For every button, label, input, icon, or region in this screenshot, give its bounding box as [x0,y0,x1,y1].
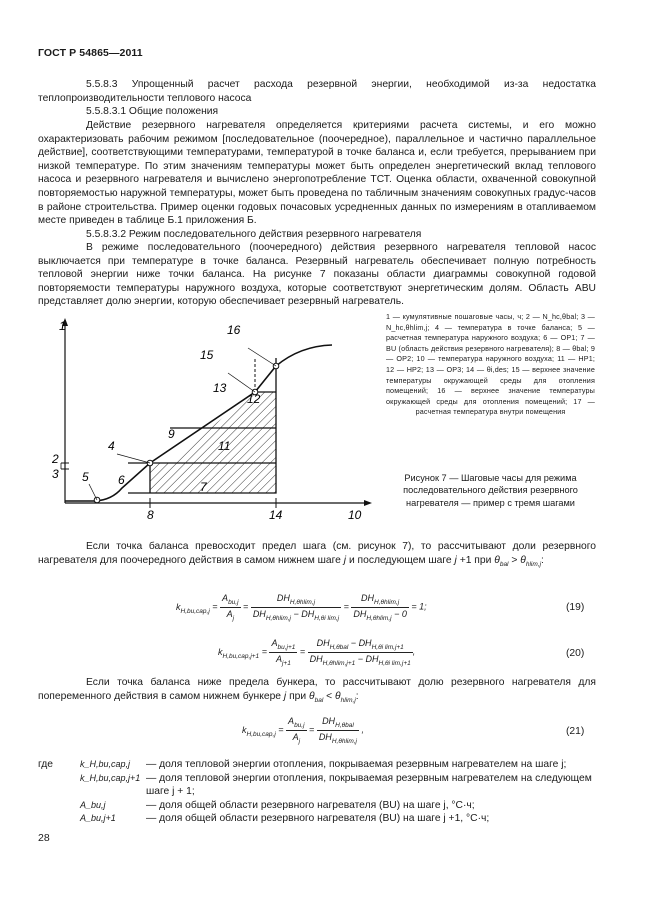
section-5-5-8-3-2: 5.5.8.3.2 Режим последовательного действия резервного нагревателя [86,229,422,240]
label-5: 5 [82,470,89,484]
figure-legend: 1 — кумулятивные пошаговые часы, ч; 2 — N_hc,θbal; 3 — N_hc,θhlim,j; 4 — температура в точке баланса; 5 — расчетная температура наружного воздуха; 6 — OP1; 7 — BU (область действия резервного нагревателя); 8 — θbal; 9 — OP2; 10 — температура наружного воздуха; 11 — HP1; 12 — HP2; 13 — OP3; 14 — θi,des; 15 — верхнее значение температуры окружающей среды для отопления помещений; 16 — верхнее значение температуры окружающей среды для отопления помещений; 17 — расчетная температура внутри помещения [386,312,595,417]
figure-7-diagram [50,318,380,523]
def-dash: — [146,799,157,811]
def-dash: — [146,813,157,825]
section-5-5-8-3: 5.5.8.3 Упрощенный расчет расхода резервной энергии, необходимой из-за недостатка теплопроизводительности теплового насоса [38,79,596,104]
def-text: доля общей области резервного нагревателя (BU) на шаге j, °C·ч; [159,799,475,811]
def-symbol: k_H,bu,cap,j [80,759,131,769]
def-symbol: k_H,bu,cap,j+1 [80,772,141,783]
eq20-number: (20) [566,648,585,659]
def-dash: — [146,759,157,770]
label-2: 2 [52,452,59,466]
equation-20: $k_{H,bu,cap,j+1}$ = $\frac{A_{bu,j+1}}{A_{j+1}}$ = $\frac{DH_{H,\theta bal} - DH_{H,\theta i lim,j+1}}{DH_{H,\theta hlim,j+1} - DH_{H,\theta i lim,j+1}}$ , [218,638,416,667]
text-part-d: Если точка баланса ниже предела бункера, то рассчитывают долю резервного нагревателя для попеременного действия в самом нижнем бункере [38,677,596,702]
definition-row [38,812,608,826]
def-dash: — [146,772,157,784]
text-part-a: Если точка баланса превосходит предел шага (см. рисунок 7), то рассчитывают доли резервного нагревателя для поочередного действия в самом нижнем шаге [38,541,596,566]
label-13: 13 [213,381,227,395]
def-text: доля тепловой энергии отопления, покрываемая резервным нагревателем на шаге j; [159,759,567,770]
def-symbol: A_bu,j [80,799,106,810]
def-symbol: A_bu,j+1 [80,813,116,824]
eq20-tail: , [412,646,416,657]
label-1: 1 [59,319,66,333]
label-7: 7 [200,480,207,494]
page-number: 28 [38,832,50,844]
eq19-number: (19) [566,602,585,613]
leader-15 [228,373,255,392]
def-text: доля общей области резервного нагревателя (BU) на шаге j +1, °C·ч; [159,813,490,825]
definition-row [38,758,608,772]
paragraph-general: Действие резервного нагревателя определяется критериями расчета системы, и его можно охарактеризовать рабочим режимом [последовательное (поочередное), параллельное и частично параллельное действие], соответствующими температурами, температурой в точке баланса и, если требуется, прерыванием при низкой температуре. По этим значениям температуры может быть определен энергетический вклад теплового насоса и резервного нагревателя и вычислено энергопотребление ТСТ. Оценка области, охваченной совокупной повторяемостью наружной температуры, может быть проведена по табличным значениям совокупных градус-часов в районе строительства. Пример оценки годовых почасовых усредненных данных по измерениям в отапливаемом месте приведен в таблице Б.1 приложения Б. [38,120,596,227]
equation-21: $k_{H,bu,cap,j}$ = $\frac{A_{bu,j}}{A_j}$ = $\frac{DH_{H,\theta bal}}{DH_{H,\theta hlim,j}}$ , [242,716,365,745]
figure-caption: Рисунок 7 — Шаговые часы для режима последовательного действия резервного нагревателя — пример с тремя шагами [403,473,578,508]
text-part-c: при [474,554,492,566]
label-16: 16 [227,323,241,337]
paragraph-balance-below: Если точка баланса ниже предела бункера, то рассчитывают долю резервного нагревателя для попеременного действия в самом нижнем бункере j при $\theta_{bal} < \theta_{hlim,j}$: [38,677,596,704]
x-axis-arrow [364,500,372,506]
document-header: ГОСТ Р 54865—2011 [38,47,143,59]
label-11: 11 [218,439,231,453]
leader-16 [248,348,276,366]
definition-row [38,799,608,813]
label-3: 3 [52,467,59,481]
eq21-number: (21) [566,726,585,737]
leader-4 [117,454,150,463]
region-hp1 [150,463,276,493]
equation-19: $k_{H,bu,cap,j}$ = $\frac{A_{bu,j}}{A_j}$ = $\frac{DH_{H,\theta hlim,j}}{DH_{H,\theta hlim,j} - DH_{H,\theta i lim,j}}$ = $\frac{DH_{H,\theta hlim,j}}{DH_{H,\theta hlim,j} - 0}$ = 1; [176,593,427,622]
label-9: 9 [168,427,175,441]
text-part-e: при [289,690,307,702]
label-14: 14 [269,508,283,522]
eq21-tail: , [361,724,365,735]
label-8: 8 [147,508,154,522]
eq19-tail: = 1; [411,601,427,612]
leader-5 [89,484,97,500]
text-part-b: и последующем шаге [348,554,452,566]
definition-row [38,772,608,799]
label-6: 6 [118,473,125,487]
definitions-list [38,758,608,826]
label-4: 4 [108,439,115,453]
label-12: 12 [247,392,261,406]
section-5-5-8-3-1: 5.5.8.3.1 Общие положения [86,106,219,117]
region-op3 [210,392,276,428]
label-15: 15 [200,348,214,362]
where-label: где [38,759,54,770]
paragraph-sequential: В режиме последовательного (поочередного) действия резервного нагревателя тепловой насос выключается при температуре в точке баланса. Резервный нагреватель обеспечивает полную потребность тепловой энергии ниже точки баланса. На рисунке 7 показаны области диаграммы совокупной годовой повторяемости температуры наружного воздуха, которые соответствуют энергетическим долям. Область ABU представляет долю энергии, которую обеспечивает резервный нагреватель. [38,242,596,308]
paragraph-balance-above: Если точка баланса превосходит предел шага (см. рисунок 7), то рассчитывают доли резервного нагревателя для поочередного действия в самом нижнем шаге j и последующем шаге j +1 при $\theta_{bal} > \theta_{hlim,j}$: [38,541,596,568]
def-text: доля тепловой энергии отопления, покрываемая резервным нагревателем на следующем шаге j + 1; [146,772,592,798]
label-10: 10 [348,508,362,522]
